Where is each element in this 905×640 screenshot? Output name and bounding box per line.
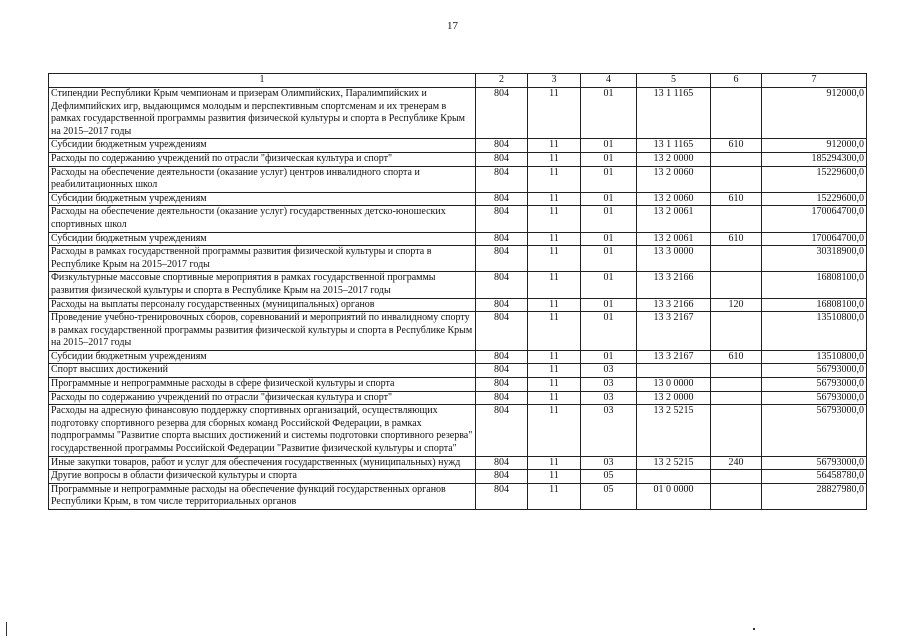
row-name-cell: Проведение учебно-тренировочных сборов, соревнований и мероприятий по инвалидному спорту в рамках государственной программы развития физической культуры и спорта в Республике Крым на 2015–2017 годы <box>49 312 476 351</box>
row-amount-cell: 16808100,0 <box>762 272 867 298</box>
row-amount-cell: 28827980,0 <box>762 483 867 509</box>
row-amount-cell: 15229600,0 <box>762 192 867 206</box>
row-expense-type-cell: 610 <box>711 232 762 246</box>
table-row <box>49 152 867 166</box>
row-section-cell: 11 <box>528 139 581 153</box>
header-col-3: 3 <box>528 74 581 88</box>
table-row <box>49 166 867 192</box>
row-subsection-cell: 01 <box>581 312 637 351</box>
row-subsection-cell: 05 <box>581 470 637 484</box>
row-section-cell: 11 <box>528 483 581 509</box>
row-name-cell: Расходы на обеспечение деятельности (оказание услуг) центров инвалидного спорта и реабилитационных школ <box>49 166 476 192</box>
table-row <box>49 298 867 312</box>
row-subsection-cell: 01 <box>581 298 637 312</box>
row-expense-type-cell <box>711 391 762 405</box>
header-col-1: 1 <box>49 74 476 88</box>
row-amount-cell: 170064700,0 <box>762 206 867 232</box>
table-row <box>49 88 867 139</box>
row-expense-type-cell <box>711 405 762 456</box>
row-section-cell: 11 <box>528 192 581 206</box>
row-target-article-cell: 13 3 2166 <box>637 272 711 298</box>
row-grbs-cell: 804 <box>476 391 528 405</box>
row-expense-type-cell <box>711 483 762 509</box>
row-section-cell: 11 <box>528 470 581 484</box>
row-amount-cell: 16808100,0 <box>762 298 867 312</box>
row-amount-cell: 912000,0 <box>762 139 867 153</box>
row-amount-cell: 13510800,0 <box>762 350 867 364</box>
row-expense-type-cell <box>711 378 762 392</box>
row-name-cell: Стипендии Республики Крым чемпионам и призерам Олимпийских, Паралимпийских и Дефлимпийских игр, выдающимся молодым и перспективным спортсменам и их тренерам в рамках государственной программы развития физической культуры и спорта в Республике Крым на 2015–2017 годы <box>49 88 476 139</box>
row-subsection-cell: 03 <box>581 456 637 470</box>
row-grbs-cell: 804 <box>476 350 528 364</box>
row-name-cell: Субсидии бюджетным учреждениям <box>49 350 476 364</box>
row-subsection-cell: 01 <box>581 166 637 192</box>
scan-dot-mark <box>753 628 755 630</box>
row-grbs-cell: 804 <box>476 88 528 139</box>
row-name-cell: Расходы в рамках государственной программы развития физической культуры и спорта в Республике Крым на 2015–2017 годы <box>49 246 476 272</box>
row-expense-type-cell <box>711 364 762 378</box>
table-row <box>49 139 867 153</box>
row-section-cell: 11 <box>528 350 581 364</box>
row-section-cell: 11 <box>528 246 581 272</box>
row-amount-cell: 56458780,0 <box>762 470 867 484</box>
row-target-article-cell: 13 2 0000 <box>637 152 711 166</box>
row-subsection-cell: 01 <box>581 206 637 232</box>
row-name-cell: Другие вопросы в области физической культуры и спорта <box>49 470 476 484</box>
row-expense-type-cell <box>711 272 762 298</box>
row-name-cell: Субсидии бюджетным учреждениям <box>49 192 476 206</box>
row-section-cell: 11 <box>528 456 581 470</box>
row-grbs-cell: 804 <box>476 470 528 484</box>
row-expense-type-cell <box>711 166 762 192</box>
row-target-article-cell: 13 1 1165 <box>637 88 711 139</box>
row-section-cell: 11 <box>528 378 581 392</box>
row-grbs-cell: 804 <box>476 166 528 192</box>
row-name-cell: Субсидии бюджетным учреждениям <box>49 139 476 153</box>
table-row <box>49 483 867 509</box>
row-target-article-cell <box>637 470 711 484</box>
row-target-article-cell: 13 2 0060 <box>637 192 711 206</box>
row-name-cell: Физкультурные массовые спортивные мероприятия в рамках государственной программы развития физической культуры и спорта в Республике Крым на 2015–2017 годы <box>49 272 476 298</box>
header-col-7: 7 <box>762 74 867 88</box>
row-grbs-cell: 804 <box>476 456 528 470</box>
row-target-article-cell: 13 2 0061 <box>637 232 711 246</box>
table-row <box>49 312 867 351</box>
row-subsection-cell: 01 <box>581 272 637 298</box>
row-amount-cell: 30318900,0 <box>762 246 867 272</box>
header-col-2: 2 <box>476 74 528 88</box>
row-subsection-cell: 01 <box>581 246 637 272</box>
table-row <box>49 232 867 246</box>
table-row <box>49 364 867 378</box>
row-section-cell: 11 <box>528 391 581 405</box>
row-grbs-cell: 804 <box>476 312 528 351</box>
row-subsection-cell: 01 <box>581 88 637 139</box>
row-amount-cell: 170064700,0 <box>762 232 867 246</box>
row-amount-cell: 13510800,0 <box>762 312 867 351</box>
row-name-cell: Расходы на обеспечение деятельности (оказание услуг) государственных детско-юношеских спортивных школ <box>49 206 476 232</box>
row-name-cell: Спорт высших достижений <box>49 364 476 378</box>
row-target-article-cell: 13 2 5215 <box>637 405 711 456</box>
row-name-cell: Расходы по содержанию учреждений по отрасли "физическая культура и спорт" <box>49 391 476 405</box>
row-target-article-cell: 13 1 1165 <box>637 139 711 153</box>
table-row <box>49 470 867 484</box>
row-subsection-cell: 03 <box>581 391 637 405</box>
row-section-cell: 11 <box>528 206 581 232</box>
table-header-row <box>49 74 867 88</box>
row-subsection-cell: 03 <box>581 405 637 456</box>
row-amount-cell: 912000,0 <box>762 88 867 139</box>
row-section-cell: 11 <box>528 152 581 166</box>
row-grbs-cell: 804 <box>476 192 528 206</box>
row-grbs-cell: 804 <box>476 364 528 378</box>
row-name-cell: Программные и непрограммные расходы в сфере физической культуры и спорта <box>49 378 476 392</box>
header-col-5: 5 <box>637 74 711 88</box>
header-col-4: 4 <box>581 74 637 88</box>
row-subsection-cell: 01 <box>581 350 637 364</box>
row-grbs-cell: 804 <box>476 232 528 246</box>
row-grbs-cell: 804 <box>476 272 528 298</box>
row-amount-cell: 56793000,0 <box>762 456 867 470</box>
row-target-article-cell: 13 2 0060 <box>637 166 711 192</box>
row-section-cell: 11 <box>528 312 581 351</box>
row-amount-cell: 185294300,0 <box>762 152 867 166</box>
row-subsection-cell: 03 <box>581 364 637 378</box>
scan-edge-mark <box>6 622 7 636</box>
row-amount-cell: 56793000,0 <box>762 378 867 392</box>
row-expense-type-cell <box>711 88 762 139</box>
table-row <box>49 405 867 456</box>
row-name-cell: Программные и непрограммные расходы на обеспечение функций государственных органов Республики Крым, в том числе территориальных органов <box>49 483 476 509</box>
table-row <box>49 378 867 392</box>
row-expense-type-cell <box>711 206 762 232</box>
table-row <box>49 246 867 272</box>
row-section-cell: 11 <box>528 166 581 192</box>
page-number: 17 <box>447 20 458 32</box>
row-section-cell: 11 <box>528 272 581 298</box>
row-subsection-cell: 05 <box>581 483 637 509</box>
row-expense-type-cell <box>711 152 762 166</box>
row-section-cell: 11 <box>528 88 581 139</box>
row-expense-type-cell <box>711 470 762 484</box>
row-grbs-cell: 804 <box>476 298 528 312</box>
row-expense-type-cell: 240 <box>711 456 762 470</box>
row-section-cell: 11 <box>528 298 581 312</box>
row-grbs-cell: 804 <box>476 483 528 509</box>
table-row <box>49 272 867 298</box>
header-col-6: 6 <box>711 74 762 88</box>
row-section-cell: 11 <box>528 405 581 456</box>
row-amount-cell: 56793000,0 <box>762 405 867 456</box>
row-target-article-cell: 13 3 0000 <box>637 246 711 272</box>
row-amount-cell: 56793000,0 <box>762 391 867 405</box>
row-target-article-cell: 13 2 0000 <box>637 391 711 405</box>
row-target-article-cell: 01 0 0000 <box>637 483 711 509</box>
row-grbs-cell: 804 <box>476 405 528 456</box>
row-target-article-cell <box>637 364 711 378</box>
budget-table <box>48 73 867 510</box>
table-row <box>49 391 867 405</box>
row-subsection-cell: 01 <box>581 192 637 206</box>
row-grbs-cell: 804 <box>476 206 528 232</box>
row-subsection-cell: 03 <box>581 378 637 392</box>
row-subsection-cell: 01 <box>581 139 637 153</box>
row-grbs-cell: 804 <box>476 246 528 272</box>
row-expense-type-cell <box>711 246 762 272</box>
table-row <box>49 350 867 364</box>
row-amount-cell: 15229600,0 <box>762 166 867 192</box>
row-name-cell: Иные закупки товаров, работ и услуг для обеспечения государственных (муниципальных) нужд <box>49 456 476 470</box>
row-expense-type-cell: 610 <box>711 350 762 364</box>
row-target-article-cell: 13 0 0000 <box>637 378 711 392</box>
row-grbs-cell: 804 <box>476 378 528 392</box>
row-name-cell: Субсидии бюджетным учреждениям <box>49 232 476 246</box>
row-grbs-cell: 804 <box>476 139 528 153</box>
row-name-cell: Расходы на адресную финансовую поддержку спортивных организаций, осуществляющих подготовку спортивного резерва для сборных команд Российской Федерации, в рамках подпрограммы "Развитие спорта высших достижений и системы подготовки спортивного резерва" государственной программы Российской Федерации "Развитие физической культуры и спорта" <box>49 405 476 456</box>
row-target-article-cell: 13 2 0061 <box>637 206 711 232</box>
row-name-cell: Расходы по содержанию учреждений по отрасли "физическая культура и спорт" <box>49 152 476 166</box>
row-subsection-cell: 01 <box>581 232 637 246</box>
row-section-cell: 11 <box>528 232 581 246</box>
row-target-article-cell: 13 3 2167 <box>637 350 711 364</box>
row-section-cell: 11 <box>528 364 581 378</box>
table-row <box>49 456 867 470</box>
row-grbs-cell: 804 <box>476 152 528 166</box>
row-expense-type-cell: 610 <box>711 139 762 153</box>
row-expense-type-cell <box>711 312 762 351</box>
row-amount-cell: 56793000,0 <box>762 364 867 378</box>
row-target-article-cell: 13 3 2166 <box>637 298 711 312</box>
row-subsection-cell: 01 <box>581 152 637 166</box>
table-row <box>49 192 867 206</box>
row-expense-type-cell: 610 <box>711 192 762 206</box>
table-row <box>49 206 867 232</box>
row-expense-type-cell: 120 <box>711 298 762 312</box>
row-target-article-cell: 13 2 5215 <box>637 456 711 470</box>
row-name-cell: Расходы на выплаты персоналу государственных (муниципальных) органов <box>49 298 476 312</box>
row-target-article-cell: 13 3 2167 <box>637 312 711 351</box>
